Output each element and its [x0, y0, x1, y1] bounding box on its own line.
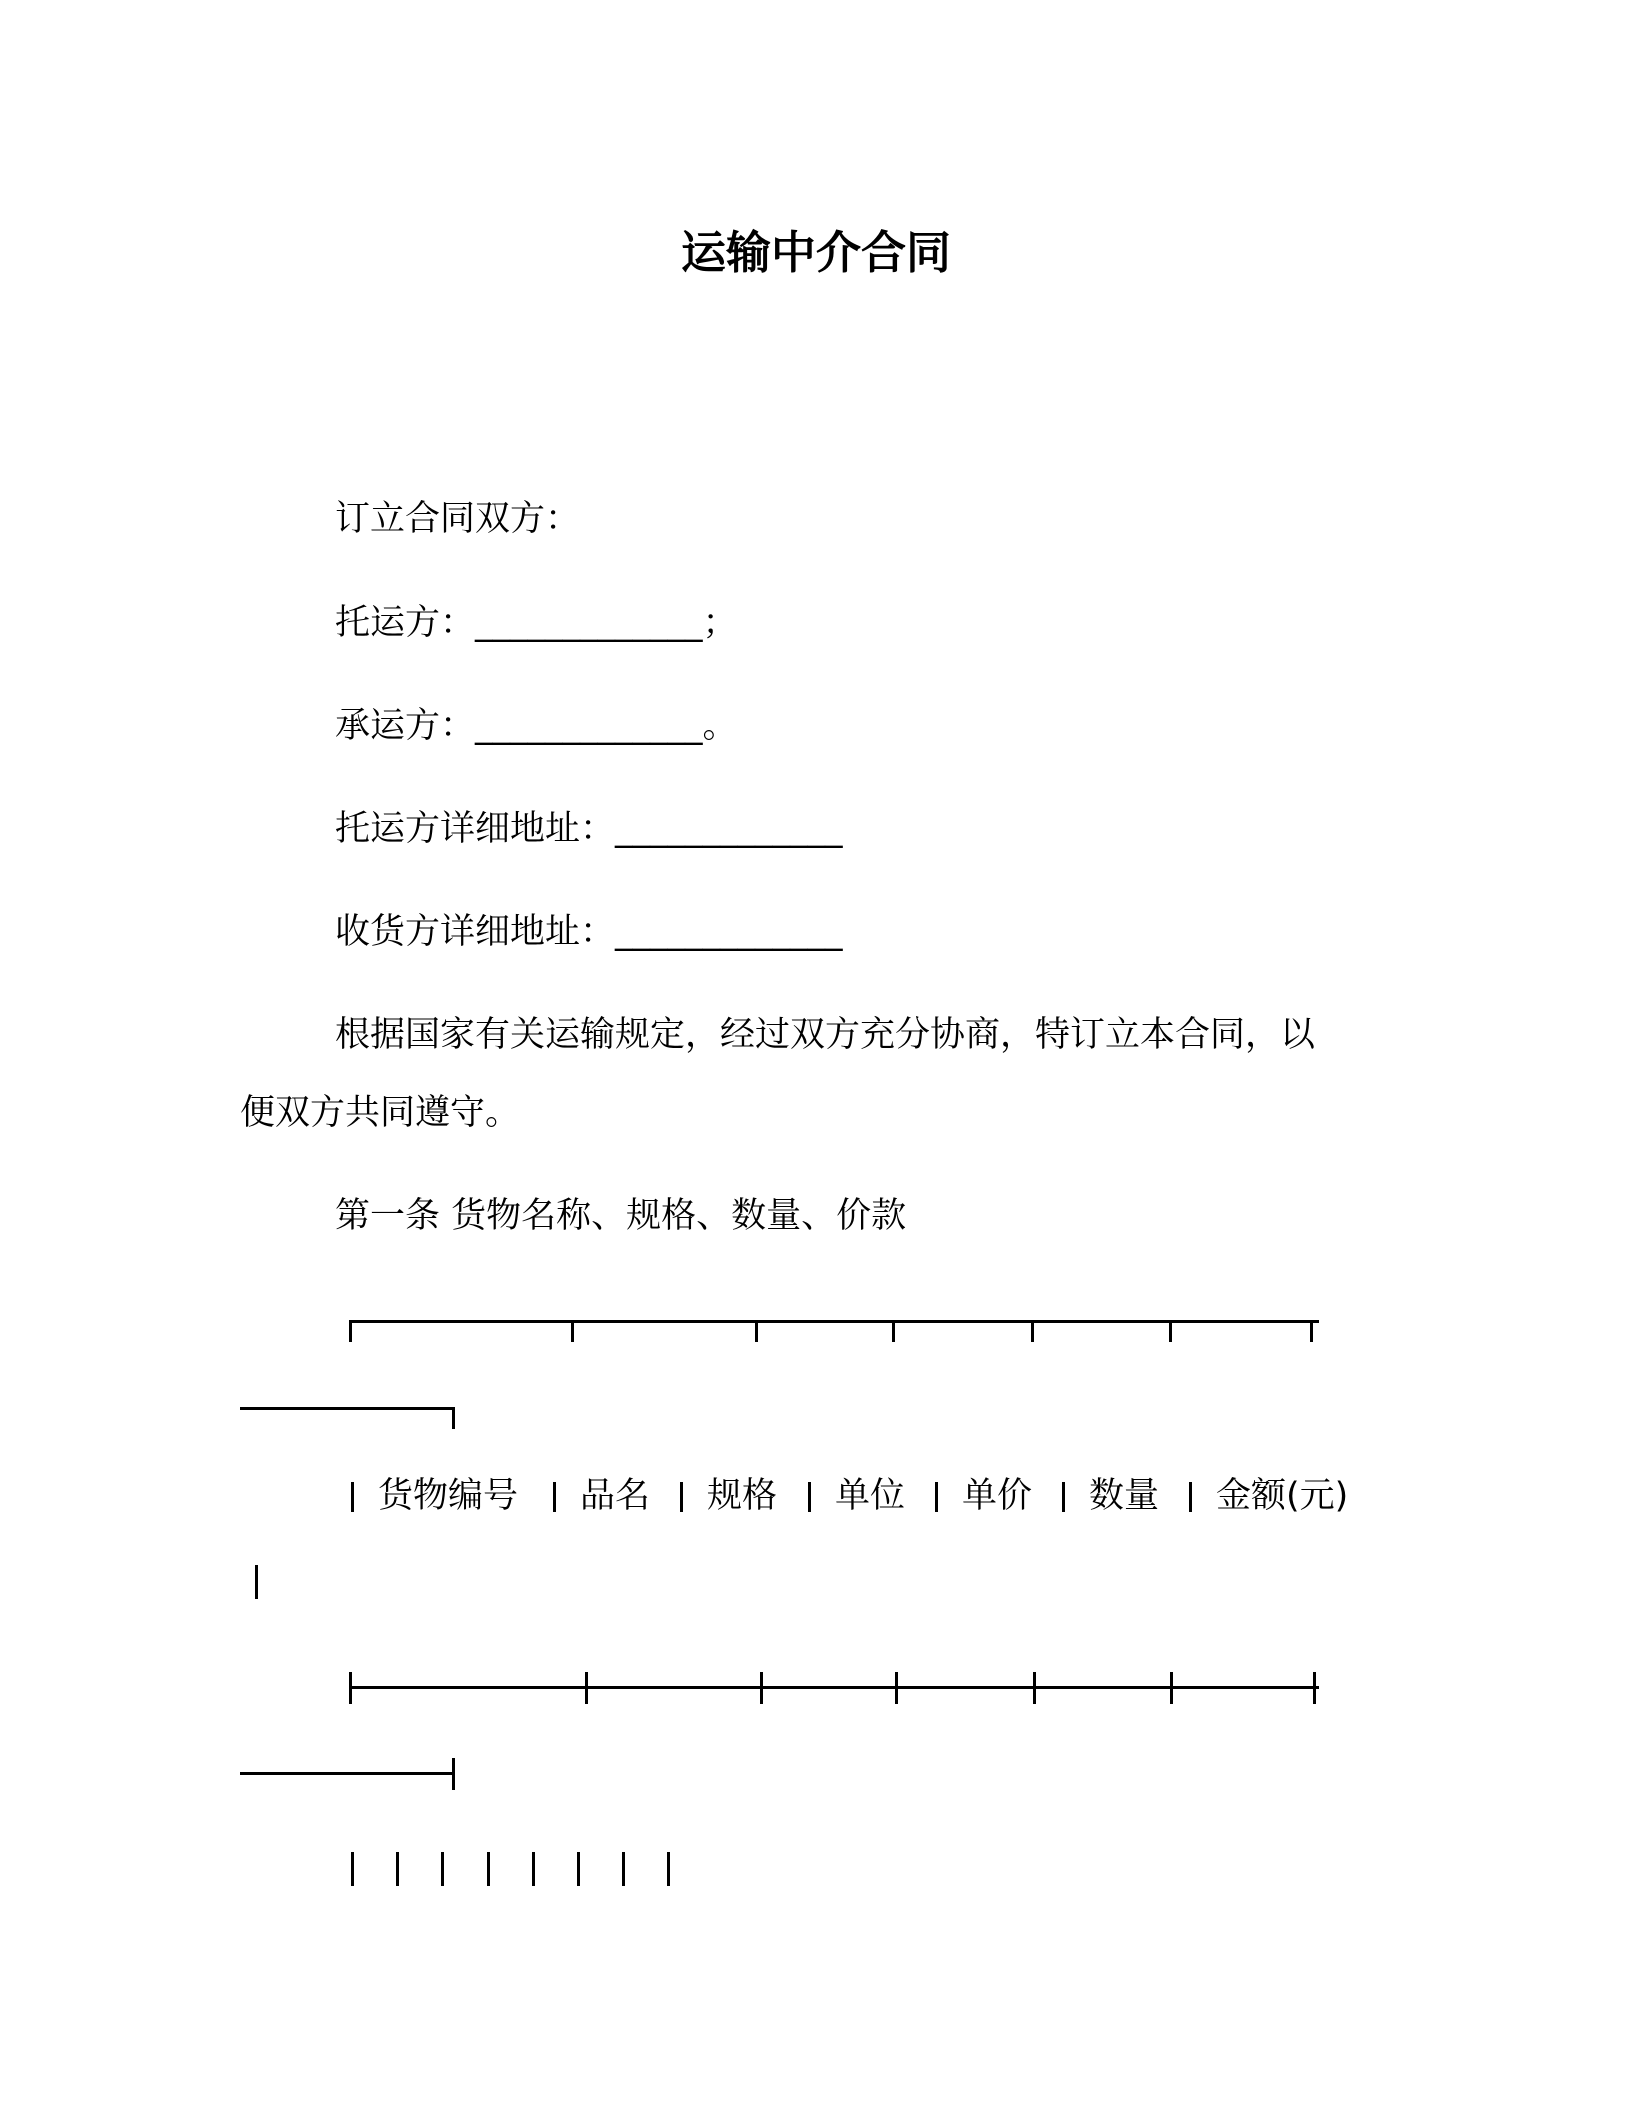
consignee-address-line: 收货方详细地址：_____________ [335, 912, 843, 952]
header-specification: 规格 [707, 1476, 778, 1516]
header-unit: 单位 [835, 1476, 906, 1516]
intro-paragraph-line-2: 便双方共同遵守。 [240, 1093, 521, 1133]
article-1-heading: 第一条 货物名称、规格、数量、价款 [335, 1196, 907, 1236]
document-title: 运输中介合同 [680, 226, 951, 279]
shipper-line: 托运方：_____________； [335, 603, 738, 643]
header-amount: 金额(元) [1216, 1476, 1349, 1516]
header-item-number: 货物编号 [378, 1476, 519, 1516]
shipper-address-line: 托运方详细地址：_____________ [335, 809, 843, 849]
carrier-line: 承运方：_____________。 [335, 706, 738, 746]
parties-heading: 订立合同双方： [335, 499, 581, 539]
intro-paragraph-line-1: 根据国家有关运输规定，经过双方充分协商，特订立本合同，以 [335, 1015, 1316, 1055]
header-product-name: 品名 [580, 1476, 651, 1516]
header-quantity: 数量 [1089, 1476, 1160, 1516]
header-unit-price: 单价 [962, 1476, 1033, 1516]
